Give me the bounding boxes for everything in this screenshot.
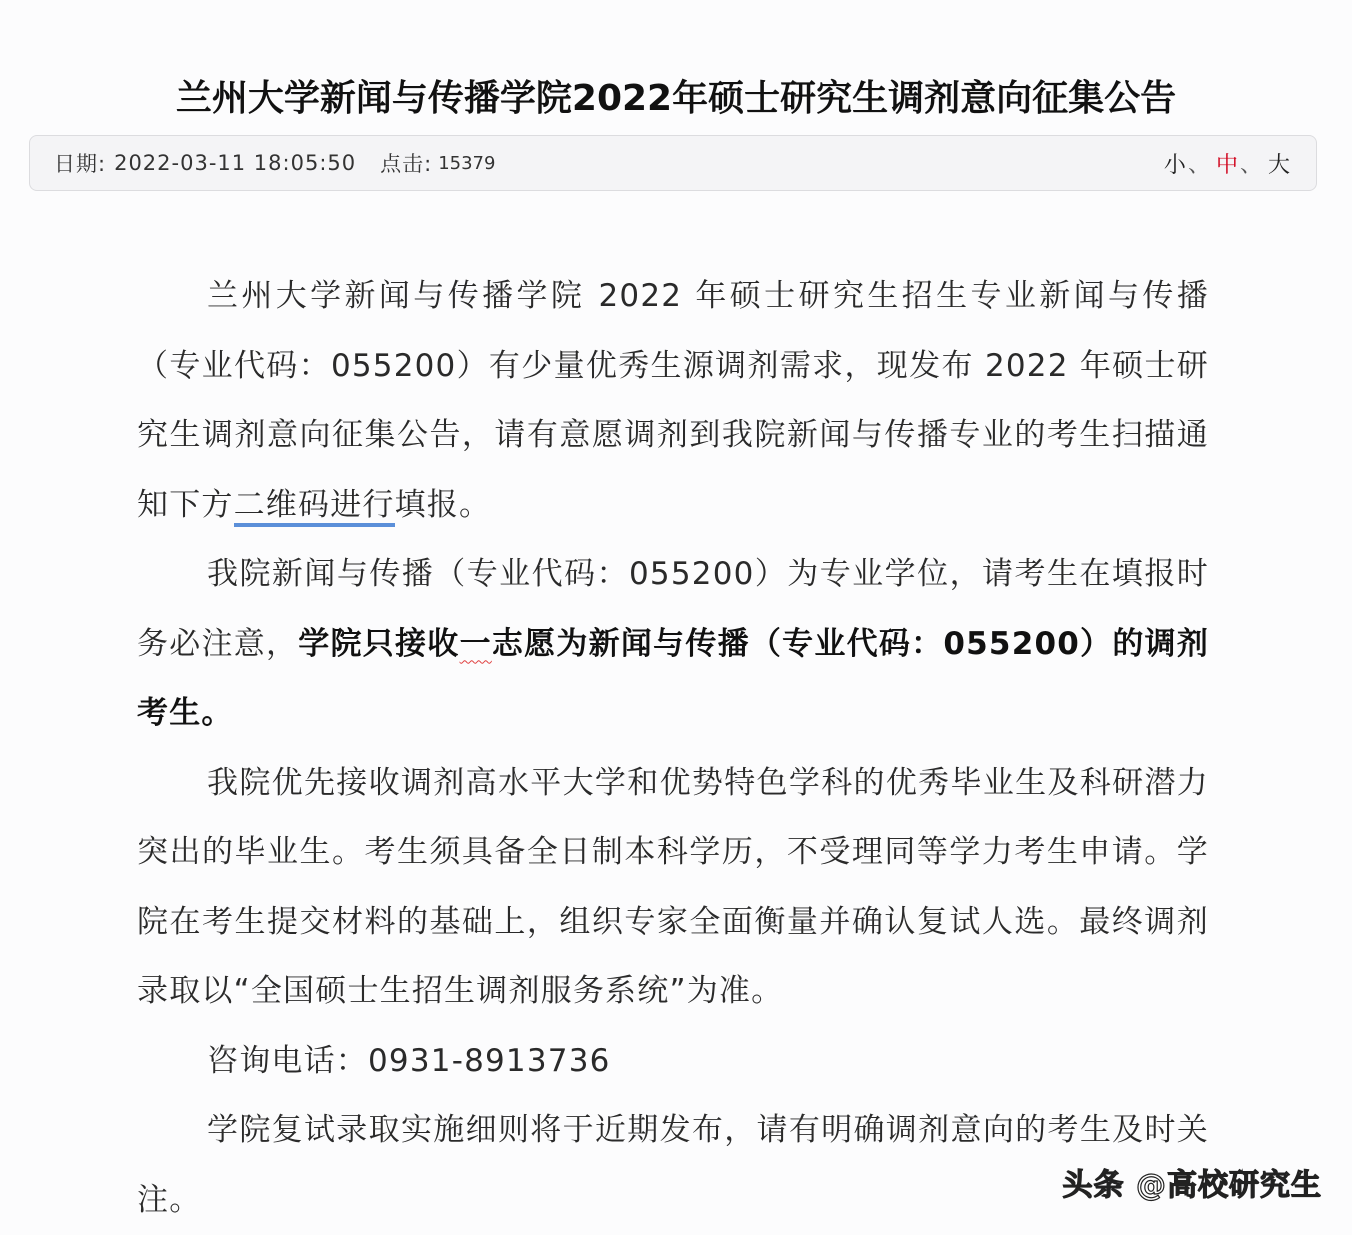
font-size-switch: [1164, 148, 1290, 179]
paragraph-intro: [137, 262, 1209, 540]
hits-count: 15379: [438, 152, 496, 174]
paragraph-text: 我院新闻与传播（专业代码：055200）为专业学位，请考生在填报时务必注意，: [137, 556, 1209, 662]
page-title: 兰州大学新闻与传播学院2022年硕士研究生调剂意向征集公告: [175, 78, 1177, 120]
paragraph-contact-phone: 咨询电话：0931-8913736: [207, 1042, 611, 1079]
separator: 、: [1239, 152, 1262, 178]
date-value: 2022-03-11 18:05:50: [114, 151, 357, 175]
qr-code-link[interactable]: 二维码进行: [234, 487, 395, 527]
article-body: [137, 262, 1209, 1235]
font-size-large-button[interactable]: 大: [1267, 152, 1290, 178]
watermark: 头条 @高校研究生: [1062, 1168, 1322, 1203]
separator: 、: [1187, 152, 1210, 178]
paragraph-notice: [137, 540, 1209, 749]
emphasis-text: 志愿为新闻与传播（专业代码：055200）的调剂考生。: [137, 625, 1210, 731]
paragraph-text: 兰州大学新闻与传播学院 2022 年硕士研究生招生专业新闻与传播（专业代码：055200）有少量优秀生源调剂需求，现发布 2022 年硕士研究生调剂意向征集公告，请有意愿调剂到我院新闻与传播专业的考生扫描通知下方: [137, 278, 1209, 523]
font-size-small-button[interactable]: 小: [1163, 152, 1186, 178]
paragraph-followup: 学院复试录取实施细则将于近期发布，请有明确调剂意向的考生及时关注。: [137, 1112, 1209, 1218]
hits-label: 点击:: [380, 152, 433, 176]
font-size-medium-button[interactable]: 中: [1215, 152, 1238, 178]
spellcheck-flagged-text: 一: [459, 625, 492, 662]
paragraph-requirements: 我院优先接收调剂高水平大学和优势特色学科的优秀毕业生及科研潜力突出的毕业生。考生须具备全日制本科学历，不受理同等学力考生申请。学院在考生提交材料的基础上，组织专家全面衡量并确认复试人选。最终调剂录取以“全国硕士生招生调剂服务系统”为准。: [137, 764, 1209, 1009]
article-meta-bar: [29, 135, 1317, 191]
paragraph-text: 填报。: [394, 486, 492, 523]
emphasis-text: 学院只接收: [298, 625, 460, 662]
meta-info: [54, 148, 495, 178]
date-label: 日期:: [54, 152, 107, 176]
